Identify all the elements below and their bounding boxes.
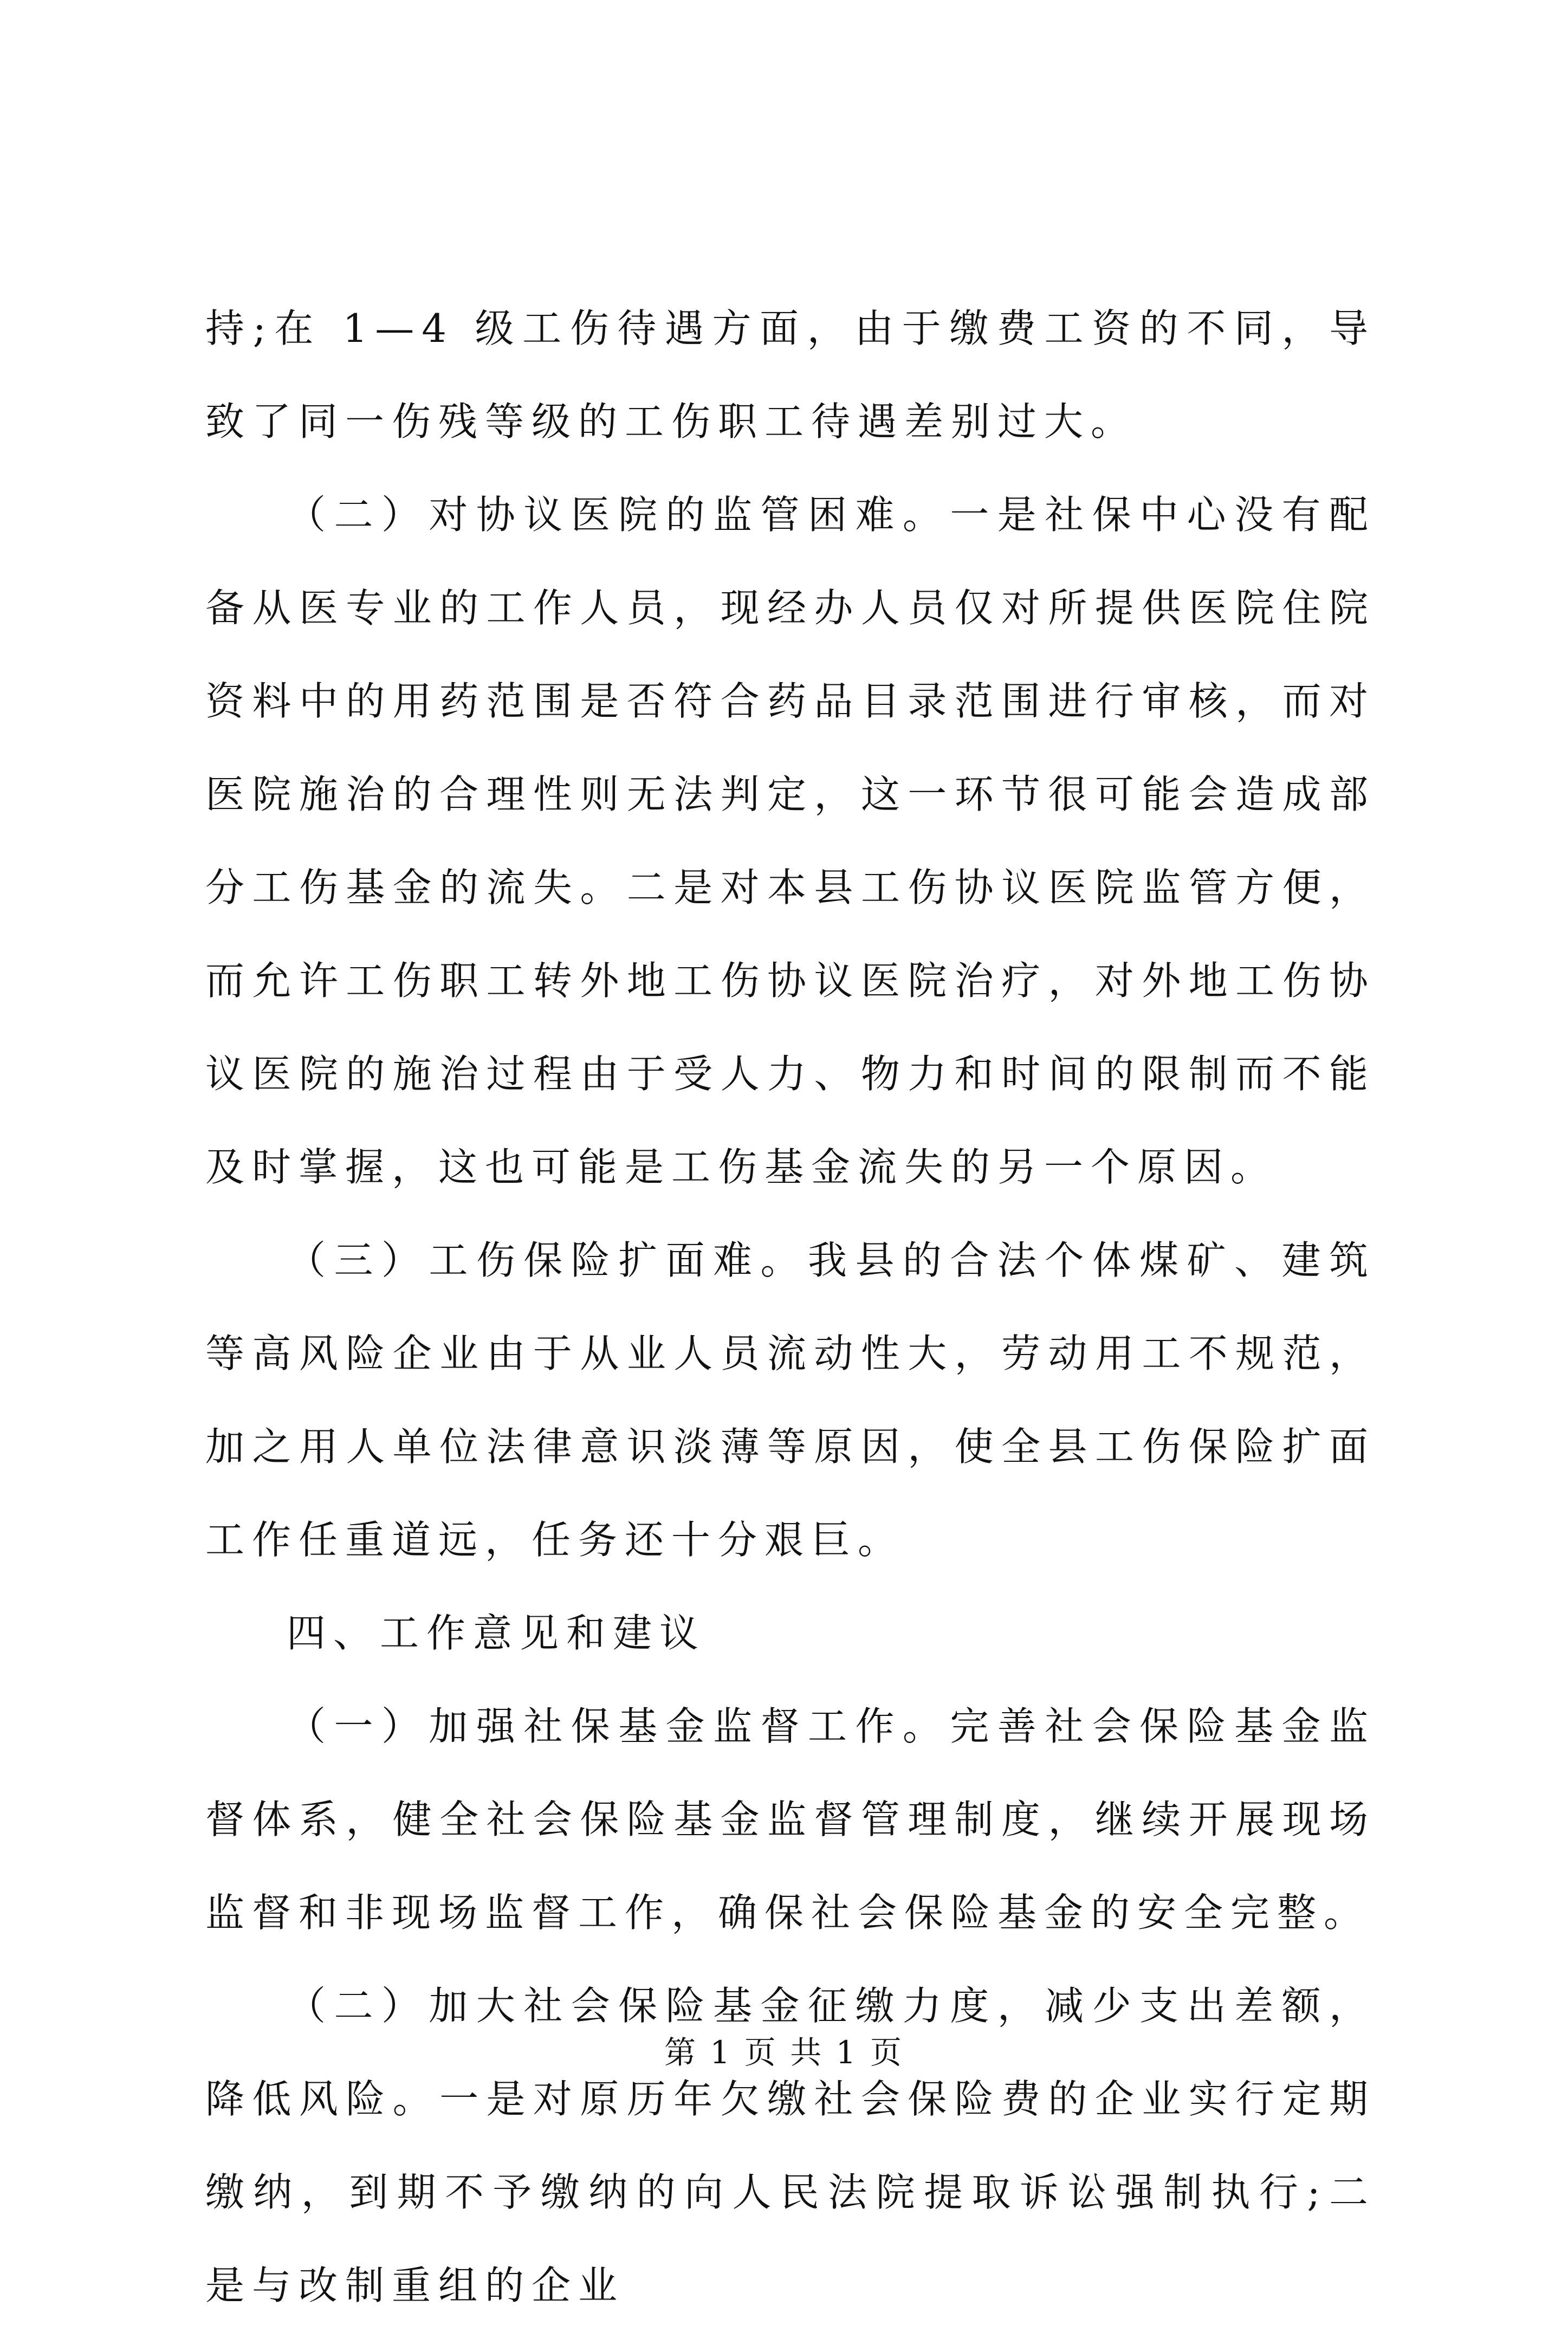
paragraph-fund-supervision: （一）加强社保基金监督工作。完善社会保险基金监督体系，健全社会保险基金监督管理制度，继续开展现场监督和非现场监督工作，确保社会保险基金的安全完整。 bbox=[205, 1703, 1376, 1935]
document-body bbox=[205, 282, 1376, 2332]
page-footer: 第 1 页 共 1 页 bbox=[664, 2034, 904, 2071]
paragraph-fund-collection: （二）加大社会保险基金征缴力度，减少支出差额，降低风险。一是对原历年欠缴社会保险费的企业实行定期缴纳，到期不予缴纳的向人民法院提取诉讼强制执行;二是与改制重组的企业 bbox=[205, 1983, 1376, 2308]
section-heading-suggestions: 四、工作意见和建议 bbox=[287, 1610, 707, 1656]
paragraph-coverage-expansion: （三）工伤保险扩面难。我县的合法个体煤矿、建筑等高风险企业由于从业人员流动性大，劳动用工不规范，加之用人单位法律意识淡薄等原因，使全县工伤保险扩面工作任重道远，任务还十分艰巨。 bbox=[205, 1238, 1376, 1563]
paragraph-continuation: 持;在 1—4 级工伤待遇方面，由于缴费工资的不同，导致了同一伤残等级的工伤职工待遇差别过大。 bbox=[205, 306, 1376, 444]
paragraph-hospital-supervision: （二）对协议医院的监管困难。一是社保中心没有配备从医专业的工作人员，现经办人员仅对所提供医院住院资料中的用药范围是否符合药品目录范围进行审核，而对医院施治的合理性则无法判定，这一环节很可能会造成部分工伤基金的流失。二是对本县工伤协议医院监管方便，而允许工伤职工转外地工伤协议医院治疗，对外地工伤协议医院的施治过程由于受人力、物力和时间的限制而不能及时掌握，这也可能是工伤基金流失的另一个原因。 bbox=[205, 492, 1376, 1190]
